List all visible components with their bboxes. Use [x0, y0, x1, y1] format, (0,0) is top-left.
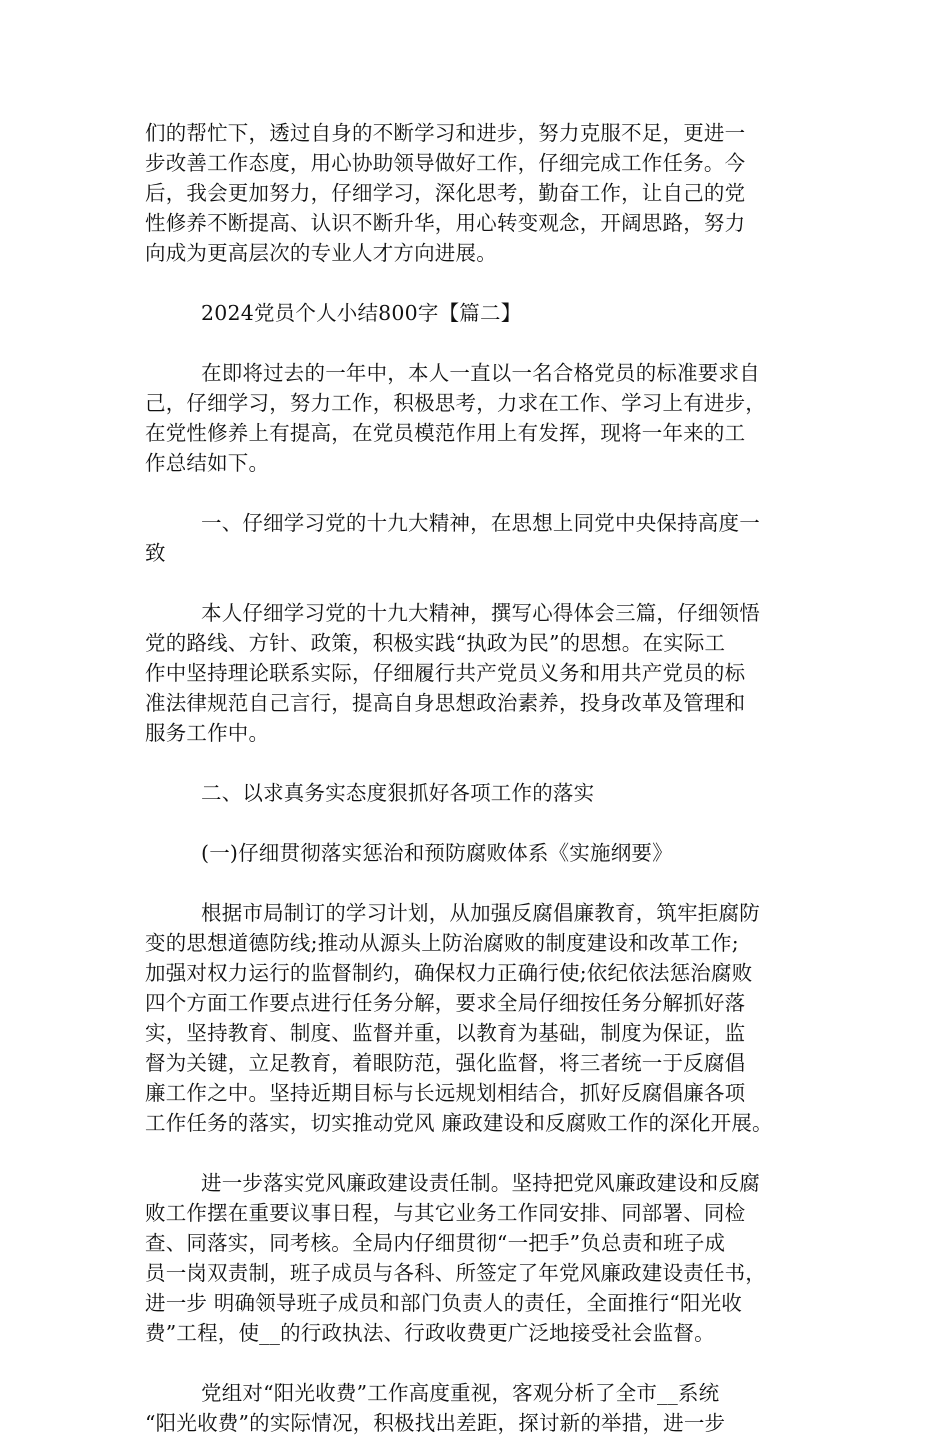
- subheading-one: [145, 838, 810, 868]
- text-line: 向成为更高层次的专业人才方向进展。: [145, 241, 497, 265]
- paragraph-continuation: [145, 118, 810, 268]
- paragraph-responsibility: [145, 1168, 810, 1348]
- text-line: 准法律规范自己言行，提高自身思想政治素养，投身改革及管理和: [145, 691, 746, 715]
- text-line: 一、仔细学习党的十九大精神，在思想上同党中央保持高度一: [201, 511, 760, 535]
- heading-two: [145, 778, 810, 808]
- text-line: 进一步落实党风廉政建设责任制。坚持把党风廉政建设和反腐: [201, 1171, 760, 1195]
- text-line: 致: [145, 541, 166, 565]
- text-line: 在党性修养上有提高，在党员模范作用上有发挥，现将一年来的工: [145, 421, 746, 445]
- text-line: 们的帮忙下，透过自身的不断学习和进步，努力克服不足，更进一: [145, 121, 746, 145]
- text-line: 工作任务的落实，切实推动党风 廉政建设和反腐败工作的深化开展。: [145, 1111, 773, 1135]
- heading-one: [145, 508, 810, 568]
- text-line: 廉工作之中。坚持近期目标与长远规划相结合，抓好反腐倡廉各项: [145, 1081, 746, 1105]
- paragraph-plan: [145, 898, 810, 1138]
- text-line: 二、以求真务实态度狠抓好各项工作的落实: [201, 781, 595, 805]
- text-line: 步改善工作态度，用心协助领导做好工作，仔细完成工作任务。今: [145, 151, 746, 175]
- paragraph-study: [145, 598, 810, 748]
- text-line: 员一岗双责制，班子成员与各科、所签定了年党风廉政建设责任书，: [145, 1261, 766, 1285]
- text-line: 四个方面工作要点进行任务分解，要求全局仔细按任务分解抓好落: [145, 991, 746, 1015]
- text-line: 性修养不断提高、认识不断升华，用心转变观念，开阔思路，努力: [145, 211, 746, 235]
- text-line: 败工作摆在重要议事日程，与其它业务工作同安排、同部署、同检: [145, 1201, 746, 1225]
- text-line: “阳光收费”的实际情况，积极找出差距，探讨新的举措，进一步: [145, 1411, 726, 1435]
- paragraph-sunshine: [145, 1378, 810, 1438]
- text-line: 实，坚持教育、制度、监督并重，以教育为基础，制度为保证，监: [145, 1021, 746, 1045]
- paragraph-intro: [145, 358, 810, 478]
- text-line: 根据市局制订的学习计划，从加强反腐倡廉教育，筑牢拒腐防: [201, 901, 760, 925]
- text-line: 进一步 明确领导班子成员和部门负责人的责任，全面推行“阳光收: [145, 1291, 742, 1315]
- text-line: 党组对“阳光收费”工作高度重视，客观分析了全市__系统: [201, 1381, 720, 1405]
- text-line: (一)仔细贯彻落实惩治和预防腐败体系《实施纲要》: [201, 841, 673, 865]
- text-line: 查、同落实，同考核。全局内仔细贯彻“一把手”负总责和班子成: [145, 1231, 726, 1255]
- text-line: 服务工作中。: [145, 721, 270, 745]
- document-page: [145, 118, 810, 1438]
- text-line: 督为关键，立足教育，着眼防范，强化监督，将三者统一于反腐倡: [145, 1051, 746, 1075]
- text-line: 作中坚持理论联系实际，仔细履行共产党员义务和用共产党员的标: [145, 661, 746, 685]
- text-line: 己，仔细学习，努力工作，积极思考，力求在工作、学习上有进步，: [145, 391, 766, 415]
- text-line: 本人仔细学习党的十九大精神，撰写心得体会三篇，仔细领悟: [201, 601, 760, 625]
- text-line: 后，我会更加努力，仔细学习，深化思考，勤奋工作，让自己的党: [145, 181, 746, 205]
- section-title: [145, 298, 810, 328]
- text-line: 变的思想道德防线;推动从源头上防治腐败的制度建设和改革工作;: [145, 931, 739, 955]
- text-line: 加强对权力运行的监督制约，确保权力正确行使;依纪依法惩治腐败: [145, 961, 753, 985]
- text-line: 费”工程，使__的行政执法、行政收费更广泛地接受社会监督。: [145, 1321, 715, 1345]
- text-line: 党的路线、方针、政策，积极实践“执政为民”的思想。在实际工: [145, 631, 726, 655]
- text-line: 作总结如下。: [145, 451, 270, 475]
- section-title-text: 2024党员个人小结800字【篇二】: [201, 301, 522, 325]
- text-line: 在即将过去的一年中，本人一直以一名合格党员的标准要求自: [201, 361, 760, 385]
